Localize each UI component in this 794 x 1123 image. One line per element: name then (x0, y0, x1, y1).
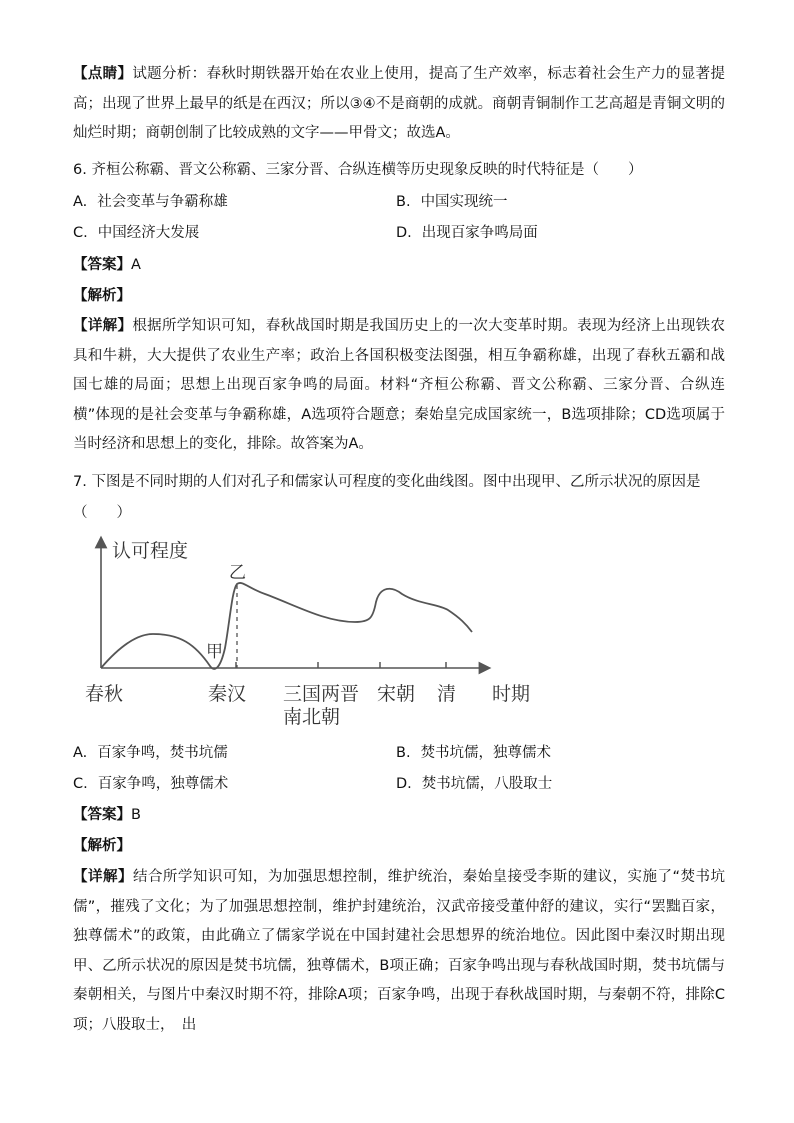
period-nanbeichao: 南北朝 (283, 706, 341, 728)
q7-stem-line2: （ ） (73, 505, 131, 521)
period-sanguo: 三国两晋 (283, 683, 360, 705)
q6-detail: 【详解】根据所学知识可知，春秋战国时期是我国历史上的一次大变革时期。表现为经济上出现铁农具和牛耕，大大提供了农业生产率；政治上各国积极变法图强，相互争霸称雄，出现了春秋五霸和战国七雄的局面；思想上出现百家争鸣的局面。材料“齐桓公称霸、晋文公称霸、三家分晋、合纵连横”体现的是社会变革与争霸称雄，A选项符合题意；秦始皇完成国家统一，B选项排除；CD选项属于当时经济和思想上的变化，排除。故答案为A。 (73, 318, 726, 452)
q6-option-b[interactable]: B. 中国实现统一 (396, 194, 508, 210)
q6-answer: 【答案】A (73, 257, 141, 273)
y-axis-label: 认可程度 (112, 540, 189, 562)
q6-option-a[interactable]: A. 社会变革与争霸称雄 (73, 194, 228, 210)
q7-stem-line1: 7. 下图是不同时期的人们对孔子和儒家认可程度的变化曲线图。图中出现甲、乙所示状况的原因是 (73, 474, 701, 490)
marker-yi: 乙 (229, 563, 246, 583)
recognition-curve-figure (80, 530, 550, 740)
period-song: 宋朝 (377, 683, 416, 705)
q6-stem: 6. 齐桓公称霸、晋文公称霸、三家分晋、合纵连横等历史现象反映的时代特征是（ ） (73, 162, 643, 178)
marker-jia: 甲 (206, 642, 223, 662)
recognition-curve (101, 583, 472, 669)
q6-analysis-tag: 【解析】 (73, 288, 131, 304)
period-chunqiu: 春秋 (85, 683, 124, 705)
commentary-text: 试题分析：春秋时期铁器开始在农业上使用，提高了生产效率，标志着社会生产力的显著提高；出现了世界上最早的纸是在西汉；所以③④不是商朝的成就。商朝青铜制作工艺高超是青铜文明的灿烂时期；商朝创制了比较成熟的文字——甲骨文；故选A。 (73, 66, 726, 141)
q7-option-b[interactable]: B. 焚书坑儒，独尊儒术 (396, 745, 552, 761)
q6-option-d[interactable]: D. 出现百家争鸣局面 (396, 225, 538, 241)
q7-option-a[interactable]: A. 百家争鸣，焚书坑儒 (73, 745, 228, 761)
q6-option-c[interactable]: C. 中国经济大发展 (73, 225, 200, 241)
period-qinhan: 秦汉 (208, 683, 247, 705)
prev-commentary (73, 60, 725, 149)
q7-analysis-tag: 【解析】 (73, 838, 131, 854)
q7-detail: 【详解】结合所学知识可知，为加强思想控制，维护统治，秦始皇接受李斯的建议，实施了“焚书坑儒”，摧残了文化；为了加强思想控制，维护封建统治，汉武帝接受董仲舒的建议，实行“罢黜百家，独尊儒术”的政策，由此确立了儒家学说在中国封建社会思想界的统治地位。因此图中秦汉时期出现甲、乙所示状况的原因是焚书坑儒，独尊儒术，B项正确；百家争鸣出现与春秋战国时期，焚书坑儒与秦朝相关，与图片中秦汉时期不符，排除A项；百家争鸣，出现于春秋战国时期，与秦朝不符，排除C项；八股取士， 出 (73, 869, 725, 1033)
q7-option-d[interactable]: D. 焚书坑儒，八股取士 (396, 776, 553, 792)
x-axis-label: 时期 (492, 683, 531, 705)
commentary-tag: 【点睛】 (73, 66, 133, 82)
q7-answer: 【答案】B (73, 807, 141, 823)
period-qing: 清 (437, 683, 457, 705)
q7-option-c[interactable]: C. 百家争鸣，独尊儒术 (73, 776, 229, 792)
